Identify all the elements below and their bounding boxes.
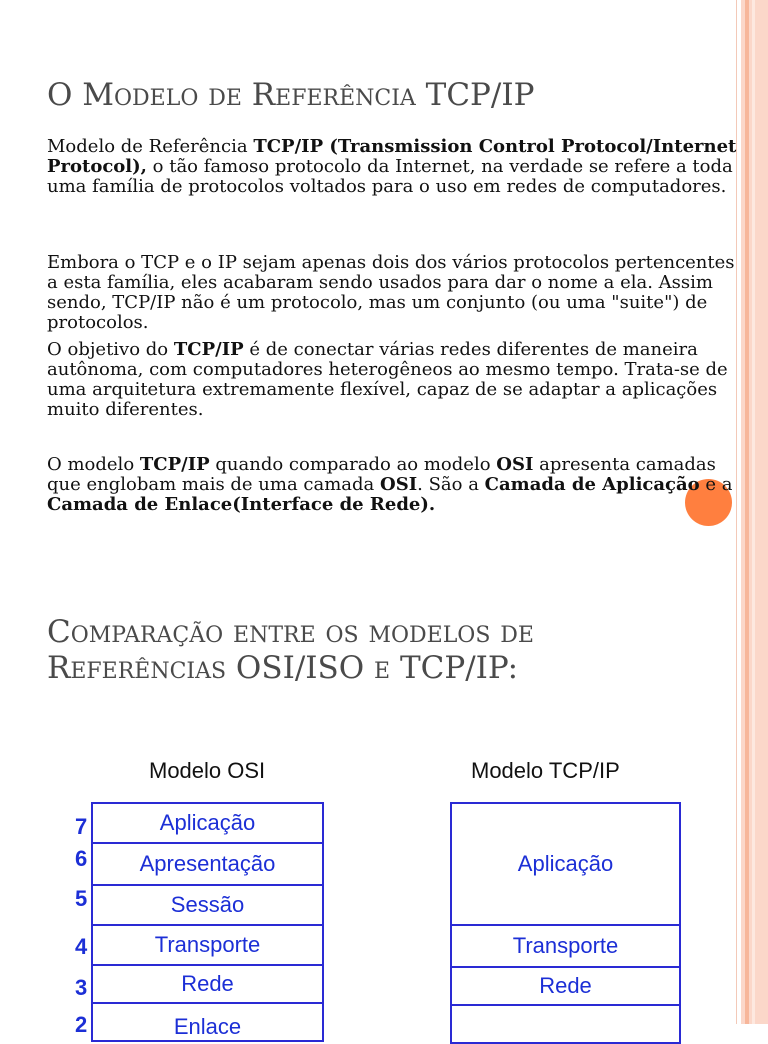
layer-label: Aplicação: [159, 810, 256, 835]
osi-layer-application: [91, 802, 324, 844]
bold-text: OSI: [496, 454, 534, 475]
text: quando comparado ao modelo: [209, 454, 497, 475]
section-title-colon: :: [507, 649, 519, 686]
slide-title: O Modelo de Referência TCP/IP: [47, 77, 535, 113]
paragraph-objective: [47, 340, 737, 420]
layer-label: Aplicação: [517, 851, 614, 876]
bold-text: OSI: [380, 474, 418, 495]
osi-layer-session: [91, 884, 324, 926]
osi-model-title: Modelo OSI: [149, 758, 266, 783]
layer-label: Rede: [181, 971, 234, 996]
text: O modelo: [47, 454, 140, 475]
decorative-stripe-gap: [738, 0, 741, 1024]
text: . São a: [417, 474, 485, 495]
text: o tão famoso protocolo da Internet, na verdade se refere a toda uma família de protocolos voltados para o uso em redes de computadores.: [47, 156, 733, 197]
osi-layer-number: 6: [75, 846, 88, 871]
osi-layer-number: 7: [75, 814, 88, 839]
layer-label: Transporte: [154, 932, 261, 957]
text: é de conectar várias redes diferentes de maneira autônoma, com computadores heterogêneos ao mesmo tempo. Trata-se de uma arquitetura extremamente flexível, capaz de se adaptar a aplicações muito diferentes.: [47, 339, 728, 420]
osi-layer-number: 2: [75, 1012, 88, 1037]
osi-layer-datalink: [91, 1002, 324, 1042]
section-title-line1: Comparação entre os modelos de: [47, 614, 534, 650]
osi-layer-number: 3: [75, 975, 88, 1000]
layer-label: Transporte: [512, 933, 619, 958]
layer-label: Rede: [539, 973, 592, 998]
bold-text: Camada de Enlace(Interface de Rede).: [47, 494, 436, 515]
layer-label: Sessão: [170, 892, 245, 917]
section-title-line2: Referências OSI/ISO e TCP/IP: [47, 649, 508, 686]
tcp-layer-application: [450, 802, 681, 926]
decorative-stripe-dark: [745, 0, 749, 1024]
text: O objetivo do: [47, 339, 174, 360]
tcp-layer-transport: [450, 924, 681, 968]
tcp-layer-network: [450, 966, 681, 1006]
osi-layer-transport: [91, 924, 324, 966]
osi-layer-number: 4: [75, 934, 88, 959]
osi-layer-presentation: [91, 842, 324, 886]
bold-text: Camada de Aplicação: [484, 474, 700, 495]
text: e a: [699, 474, 733, 495]
paragraph-family: Embora o TCP e o IP sejam apenas dois dos vários protocolos pertencentes a esta família, eles acabaram sendo usados para dar o nome a ela. Assim sendo, TCP/IP não é um protocolo, mas um conjunto (ou uma "suite") de protocolos.: [47, 252, 735, 333]
tcp-model-title: Modelo TCP/IP: [471, 758, 620, 783]
layer-label: Enlace: [173, 1014, 242, 1039]
paragraph-intro: [47, 137, 737, 197]
text: apresenta camadas que englobam mais de uma camada: [47, 454, 716, 495]
decorative-stripe-light: [752, 0, 755, 1024]
bold-text: TCP/IP (Transmission Control Protocol/Internet Protocol),: [47, 136, 737, 177]
tcp-layer-link: [450, 1004, 681, 1044]
text: Modelo de Referência: [47, 136, 254, 157]
section-title: [47, 615, 534, 686]
osi-layer-network: [91, 964, 324, 1004]
bold-text: TCP/IP: [173, 339, 244, 360]
bold-text: TCP/IP: [139, 454, 210, 475]
layer-label: Apresentação: [139, 851, 276, 876]
osi-layer-number: 5: [75, 886, 88, 911]
paragraph-comparison: [47, 455, 737, 515]
